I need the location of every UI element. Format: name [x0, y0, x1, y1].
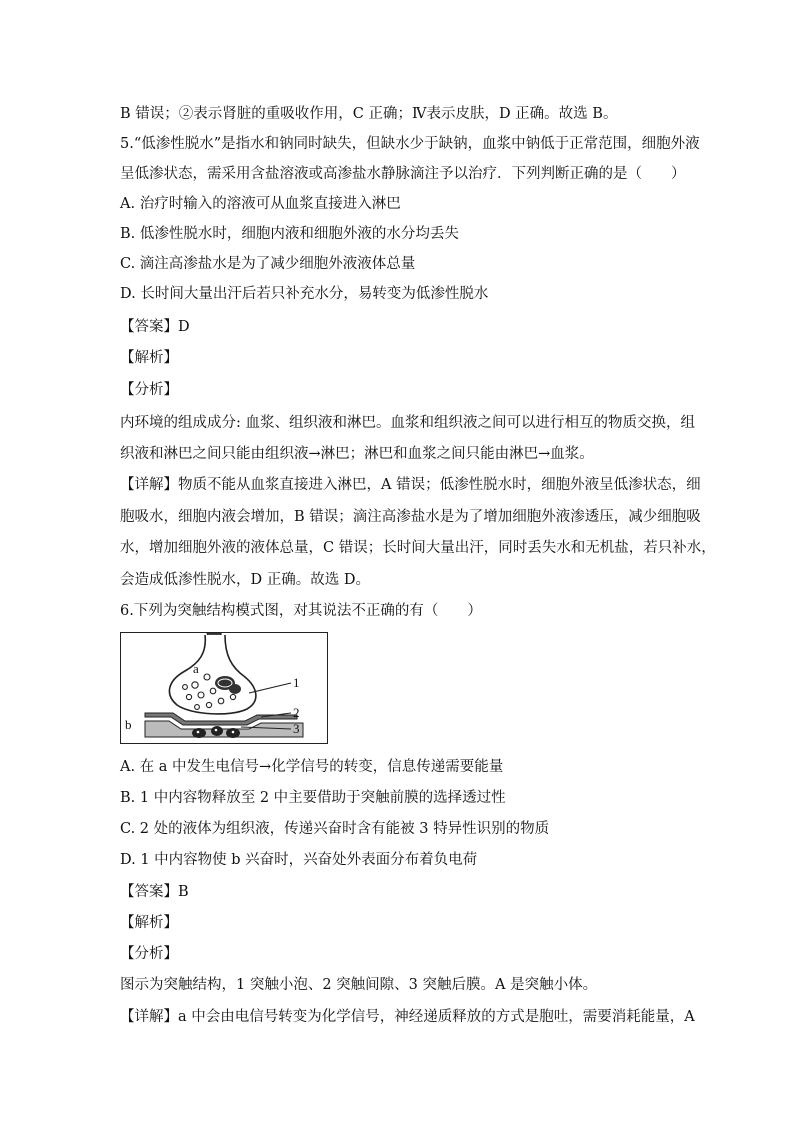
- question-5-stem: 呈低渗状态，需采用含盐溶液或高渗盐水静脉滴注予以治疗．下列判断正确的是（ ）: [120, 166, 686, 182]
- label-3: 3: [293, 721, 300, 736]
- option-a: A. 在 a 中发生电信号→化学信号的转变，信息传递需要能量: [120, 759, 504, 775]
- label-2: 2: [293, 705, 300, 720]
- option-c: C. 2 处的液体为组织液，传递兴奋时含有能被 3 特异性识别的物质: [120, 821, 550, 837]
- explanation-heading: 【解析】: [120, 915, 178, 931]
- option-b: B. 低渗性脱水时，细胞内液和细胞外液的水分均丢失: [120, 226, 459, 242]
- synapse-diagram: [120, 632, 328, 744]
- option-a: A. 治疗时输入的溶液可从血浆直接进入淋巴: [120, 196, 401, 212]
- label-a: a: [193, 661, 199, 676]
- synapse-diagram-svg: [121, 633, 327, 743]
- explanation-heading: 【解析】: [120, 350, 178, 366]
- analysis-heading: 【分析】: [120, 382, 178, 398]
- text-line: 胞吸水，细胞内液会增加，B 错误；滴注高渗盐水是为了增加细胞外液渗透压，减少细胞吸: [120, 509, 701, 525]
- answer-heading: 【答案】B: [120, 884, 189, 900]
- text-line: 织液和淋巴之间只能由组织液→淋巴；淋巴和血浆之间只能由淋巴→血浆。: [120, 446, 594, 462]
- text-line: 水，增加细胞外液的液体总量，C 错误；长时间大量出汗，同时丢失水和无机盐，若只补水，: [120, 540, 716, 556]
- text-line: 会造成低渗性脱水，D 正确。故选 D。: [120, 572, 370, 588]
- option-b: B. 1 中内容物释放至 2 中主要借助于突触前膜的选择透过性: [120, 790, 506, 806]
- option-c: C. 滴注高渗盐水是为了减少细胞外液液体总量: [120, 256, 416, 272]
- text-line: B 错误；②表示肾脏的重吸收作用，C 正确；Ⅳ表示皮肤，D 正确。故选 B。: [120, 106, 618, 122]
- label-b: b: [125, 717, 132, 732]
- answer-heading: 【答案】D: [120, 319, 190, 335]
- question-5-stem: 5.“低渗性脱水”是指水和钠同时缺失，但缺水少于缺钠，血浆中钠低于正常范围，细胞外液: [120, 136, 700, 152]
- text-line: 【详解】物质不能从血浆直接进入淋巴，A 错误；低渗性脱水时，细胞外液呈低渗状态，细: [120, 477, 701, 493]
- question-6-stem: 6.下列为突触结构模式图，对其说法不正确的有（ ）: [120, 603, 482, 619]
- option-d: D. 长时间大量出汗后若只补充水分，易转变为低渗性脱水: [120, 286, 489, 302]
- text-line: 内环境的组成成分: 血浆、组织液和淋巴。血浆和组织液之间可以进行相互的物质交换，组: [120, 415, 695, 431]
- label-1: 1: [293, 675, 300, 690]
- text-line: 图示为突触结构，1 突触小泡、2 突触间隙、3 突触后膜。A 是突触小体。: [120, 977, 598, 993]
- text-line: 【详解】a 中会由电信号转变为化学信号，神经递质释放的方式是胞吐，需要消耗能量，A: [120, 1009, 695, 1025]
- analysis-heading: 【分析】: [120, 946, 178, 962]
- synaptic-knob: [169, 635, 255, 714]
- option-d: D. 1 中内容物使 b 兴奋时，兴奋处外表面分布着负电荷: [120, 852, 478, 868]
